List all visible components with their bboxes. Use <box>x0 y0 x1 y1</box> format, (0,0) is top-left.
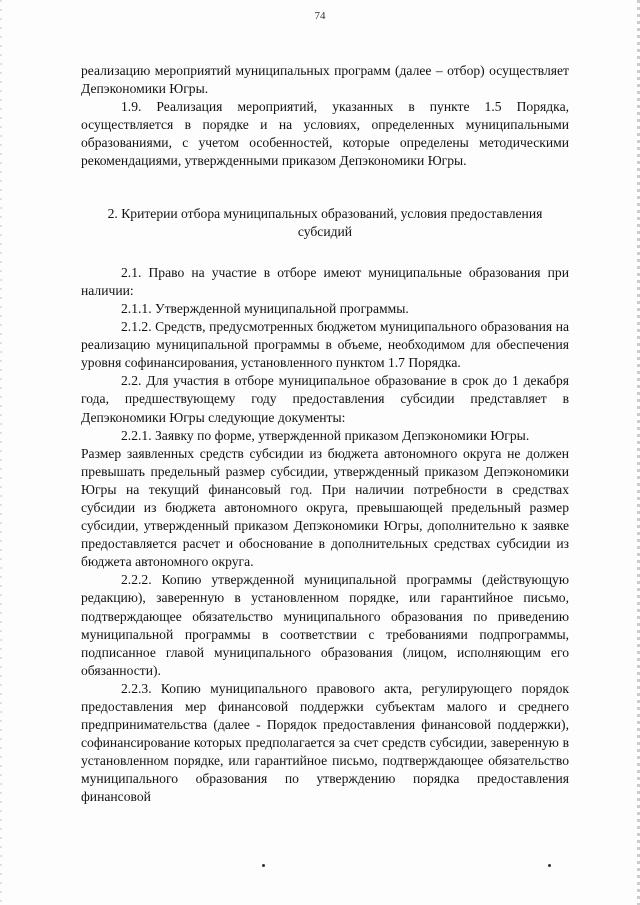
paragraph-2-2-1: 2.2.1. Заявку по форме, утвержденной приказом Депэкономики Югры. <box>121 427 530 443</box>
paragraph-1-9: 1.9. Реализация мероприятий, указанных в пункте 1.5 Порядка, осуществляется в порядке и на условиях, определенных муниципальными образованиями, с учетом особенностей, которые определены методическими рекомендациями, утвержденными приказом Депэкономики Югры. <box>81 99 569 169</box>
paragraph-2-2: 2.2. Для участия в отборе муниципальное образование в срок до 1 декабря года, предшествующему году предоставления субсидии представляет в Депэкономики Югры следующие документы: <box>81 373 569 425</box>
scan-speck <box>548 864 551 867</box>
paragraph-2-1-1: 2.1.1. Утвержденной муниципальной программы. <box>121 300 409 316</box>
scan-edge-left <box>0 0 2 905</box>
paragraph-continuation: реализацию мероприятий муниципальных программ (далее – отбор) осуществляет Депэкономики Югры. <box>81 63 569 97</box>
scan-speck <box>262 864 265 867</box>
paragraph-2-2-3: 2.2.3. Копию муниципального правового акта, регулирующего порядок предоставления мер финансовой поддержки субъектам малого и среднего предпринимательства (далее - Порядок предоставления финансовой поддержки), софинансирование которых предполагается за счет средств субсидии, заверенную в установленном порядке, или гарантийное письмо, подтверждающее обязательство муниципального образования по утверждению порядка предоставления финансовой <box>81 680 569 805</box>
document-body <box>81 62 569 807</box>
paragraph-subsidy-size: Размер заявленных средств субсидии из бюджета автономного округа не должен превышать предельный размер субсидии, утвержденный приказом Депэкономики Югры на текущий финансовый год. При наличии потребности в средствах субсидии из бюджета автономного округа, превышающей предельный размер субсидии, утвержденный приказом Депэкономики Югры, дополнительно к заявке предоставляется расчет и обоснование в дополнительных средствах субсидии из бюджета автономного округа. <box>81 445 569 570</box>
paragraph-2-2-2: 2.2.2. Копию утвержденной муниципальной программы (действующую редакцию), заверенную в установленном порядке, или гарантийное письмо, подтверждающее обязательство муниципального образования по приведению муниципальной программы в соответствии с требованиями подпрограммы, подписанное главой муниципального образования (лицом, исполняющим его обязанности). <box>81 572 569 678</box>
page-number: 74 <box>314 10 326 22</box>
paragraph-2-1: 2.1. Право на участие в отборе имеют муниципальные образования при наличии: <box>81 264 569 298</box>
section-heading: 2. Критерии отбора муниципальных образований, условия предоставления субсидий <box>107 205 543 240</box>
paragraph-2-1-2: 2.1.2. Средств, предусмотренных бюджетом муниципального образования на реализацию муниципальной программы в объеме, необходимом для обеспечения уровня софинансирования, установленного пунктом 1.7 Порядка. <box>81 319 569 371</box>
